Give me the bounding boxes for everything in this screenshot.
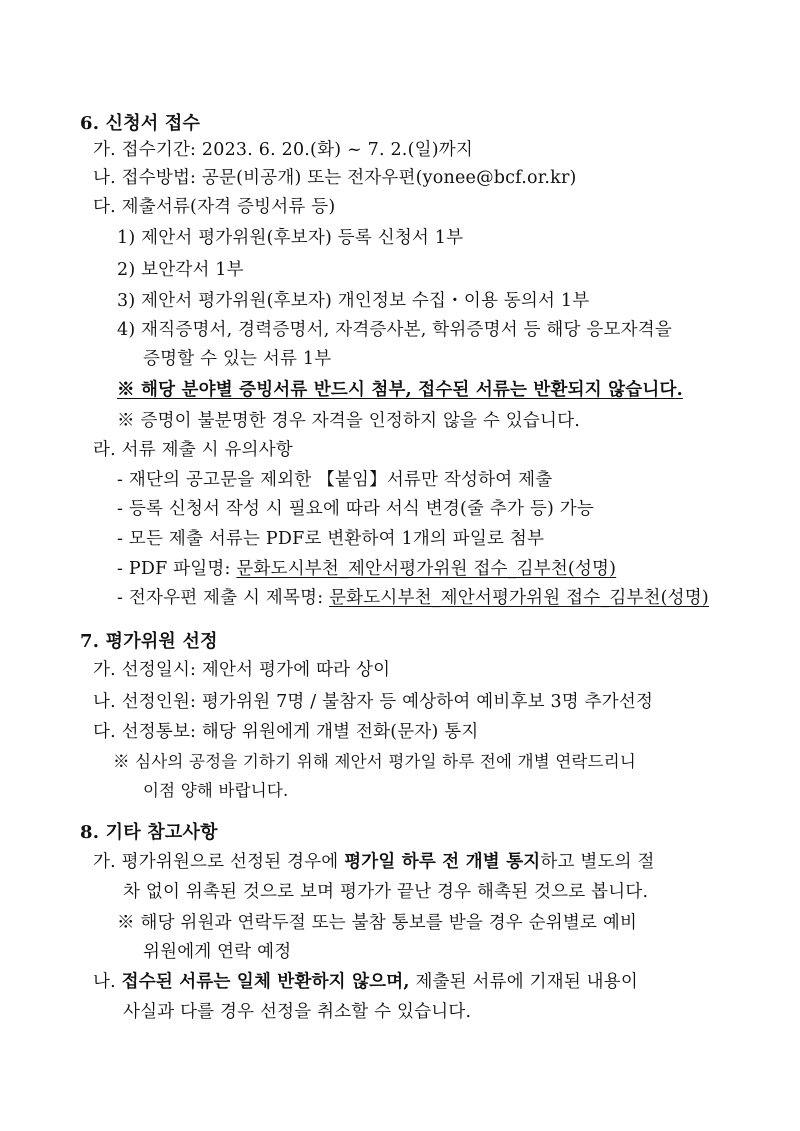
sec6-doc-1: 1) 제안서 평가위원(후보자) 등록 신청서 1부 — [117, 228, 464, 248]
sec8-ga-bold: 평가일 하루 전 개별 통지 — [344, 852, 541, 872]
sec6-mail-subject — [117, 586, 709, 610]
sec8-ga-pre: 가. 평가위원으로 선정된 경우에 — [93, 852, 345, 872]
sec7-note-l2: 이점 양해 바랍니다. — [143, 781, 289, 800]
sec8-ga-post: 하고 별도의 절 — [540, 852, 655, 872]
sec8-na-post: 제출된 서류에 기재된 내용이 — [409, 972, 638, 992]
mail-subject-value: 문화도시부천_제안서평가위원 접수_김부천(성명) — [329, 588, 709, 608]
sec8-note-l1: ※ 해당 위원과 연락두절 또는 불참 통보를 받을 경우 순위별로 예비 — [117, 913, 638, 933]
sec6-bold-note: ※ 해당 분야별 증빙서류 반드시 첨부, 접수된 서류는 반환되지 않습니다. — [117, 380, 683, 400]
sec8-item-ga-l2: 차 없이 위촉된 것으로 보며 평가가 끝난 경우 해촉된 것으로 봅니다. — [123, 882, 649, 902]
sec8-na-bold: 접수된 서류는 일체 반환하지 않으며, — [121, 972, 410, 992]
sec6-item-ra: 라. 서류 제출 시 유의사항 — [93, 440, 293, 460]
pdf-filename-value: 문화도시부천_제안서평가위원 접수_김부천(성명) — [236, 559, 617, 579]
sec6-bullet-1: - 재단의 공고문을 제외한 【붙임】서류만 작성하여 제출 — [117, 470, 553, 490]
section-6-title: 6. 신청서 접수 — [80, 113, 201, 134]
sec6-bullet-3: - 모든 제출 서류는 PDF로 변환하여 1개의 파일로 첨부 — [117, 529, 545, 549]
sec7-item-na: 나. 선정인원: 평가위원 7명 / 불참자 등 예상하여 예비후보 3명 추가선정 — [93, 692, 654, 712]
sec8-item-na-l1 — [93, 970, 638, 994]
sec8-item-na-l2: 사실과 다를 경우 선정을 취소할 수 있습니다. — [123, 1002, 472, 1022]
sec6-doc-2: 2) 보안각서 1부 — [117, 260, 244, 280]
sec6-item-na: 나. 접수방법: 공문(비공개) 또는 전자우편(yonee@bcf.or.kr) — [93, 168, 577, 188]
sec7-item-da: 다. 선정통보: 해당 위원에게 개별 전화(문자) 통지 — [93, 722, 479, 742]
sec6-doc-3: 3) 제안서 평가위원(후보자) 개인정보 수집・이용 동의서 1부 — [117, 291, 590, 311]
sec8-item-ga-l1 — [93, 850, 655, 874]
sec7-note-l1: ※ 심사의 공정을 기하기 위해 제안서 평가일 하루 전에 개별 연락드리니 — [113, 752, 637, 771]
pdf-filename-label: - PDF 파일명: — [117, 559, 237, 579]
sec6-pdf-filename — [117, 557, 616, 581]
sec6-item-ga: 가. 접수기간: 2023. 6. 20.(화) ~ 7. 2.(일)까지 — [93, 140, 473, 160]
sec6-doc-4-cont: 증명할 수 있는 서류 1부 — [143, 349, 332, 369]
sec6-bullet-2: - 등록 신청서 작성 시 필요에 따라 서식 변경(줄 추가 등) 가능 — [117, 499, 594, 519]
sec6-doc-4: 4) 재직증명서, 경력증명서, 자격증사본, 학위증명서 등 해당 응모자격을 — [117, 320, 672, 340]
section-7-title: 7. 평가위원 선정 — [80, 631, 218, 652]
sec7-item-ga: 가. 선정일시: 제안서 평가에 따라 상이 — [93, 660, 391, 680]
mail-subject-label: - 전자우편 제출 시 제목명: — [117, 588, 330, 608]
sec6-note: ※ 증명이 불분명한 경우 자격을 인정하지 않을 수 있습니다. — [117, 411, 580, 431]
sec6-item-da: 다. 제출서류(자격 증빙서류 등) — [93, 197, 336, 217]
sec8-na-pre: 나. — [93, 972, 122, 992]
section-8-title: 8. 기타 참고사항 — [80, 822, 218, 843]
sec8-note-l2: 위원에게 연락 예정 — [143, 942, 292, 962]
